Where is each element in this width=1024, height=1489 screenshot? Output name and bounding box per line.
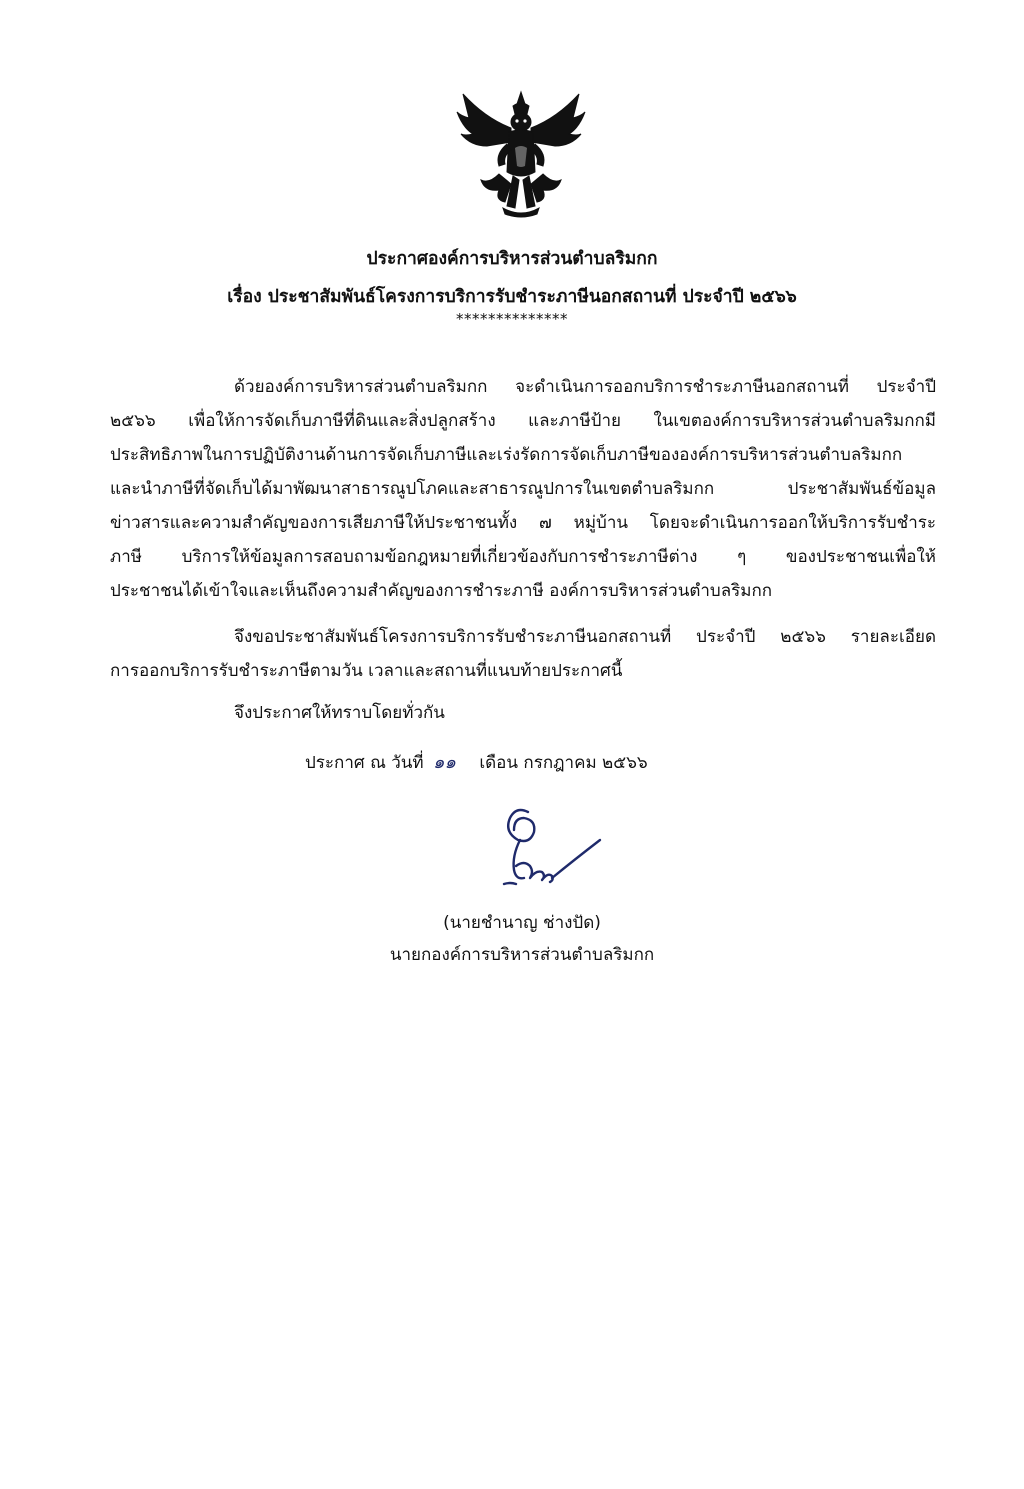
garuda-emblem-icon: [455, 88, 587, 220]
paragraph-line: และนำภาษีที่จัดเก็บได้มาพัฒนาสาธารณูปโภคและสาธารณูปการในเขตตำบลริมกก ประชาสัมพันธ์ข้อมูล: [110, 479, 936, 499]
announcement-date: [305, 747, 648, 776]
signatory-name: (นายชำนาญ ช่างปัด): [443, 913, 601, 933]
paragraph-line: ประสิทธิภาพในการปฏิบัติงานด้านการจัดเก็บภาษีและเร่งรัดการจัดเก็บภาษีขององค์การบริหารส่วนตำบลริมกก: [110, 445, 903, 465]
paragraph-line: ประชาชนได้เข้าใจและเห็นถึงความสำคัญของการชำระภาษี องค์การบริหารส่วนตำบลริมกก: [110, 581, 773, 601]
paragraph-line: การออกบริการรับชำระภาษีตามวัน เวลาและสถานที่แนบท้ายประกาศนี้: [110, 661, 623, 681]
date-prefix: ประกาศ ณ วันที่: [305, 753, 424, 773]
paragraph-line: จึงขอประชาสัมพันธ์โครงการบริการรับชำระภาษีนอกสถานที่ ประจำปี ๒๕๖๖ รายละเอียด: [234, 627, 936, 647]
signatory-title: นายกองค์การบริหารส่วนตำบลริมกก: [389, 945, 655, 965]
announcement-title: ประกาศองค์การบริหารส่วนตำบลริมกก: [366, 249, 658, 269]
title-separator: **************: [456, 310, 568, 328]
paragraph-line: ภาษี บริการให้ข้อมูลการสอบถามข้อกฎหมายที่เกี่ยวข้องกับการชำระภาษีต่าง ๆ ของประชาชนเพื่อให้: [110, 547, 936, 567]
date-month-year: เดือน กรกฎาคม ๒๕๖๖: [479, 753, 648, 773]
date-day-handwritten: ๑๑: [433, 752, 456, 773]
signature-icon: [490, 800, 610, 900]
announcement-subject: เรื่อง ประชาสัมพันธ์โครงการบริการรับชำระภาษีนอกสถานที่ ประจำปี ๒๕๖๖: [227, 287, 797, 307]
paragraph-line: ๒๕๖๖ เพื่อให้การจัดเก็บภาษีที่ดินและสิ่งปลูกสร้าง และภาษีป้าย ในเขตองค์การบริหารส่วนตำบลริมกกมี: [110, 411, 936, 431]
paragraph-line: ด้วยองค์การบริหารส่วนตำบลริมกก จะดำเนินการออกบริการชำระภาษีนอกสถานที่ ประจำปี: [234, 377, 936, 397]
paragraph-line: ข่าวสารและความสำคัญของการเสียภาษีให้ประชาชนทั้ง ๗ หมู่บ้าน โดยจะดำเนินการออกให้บริการรับชำระ: [110, 513, 936, 533]
closing-statement: จึงประกาศให้ทราบโดยทั่วกัน: [234, 703, 445, 723]
